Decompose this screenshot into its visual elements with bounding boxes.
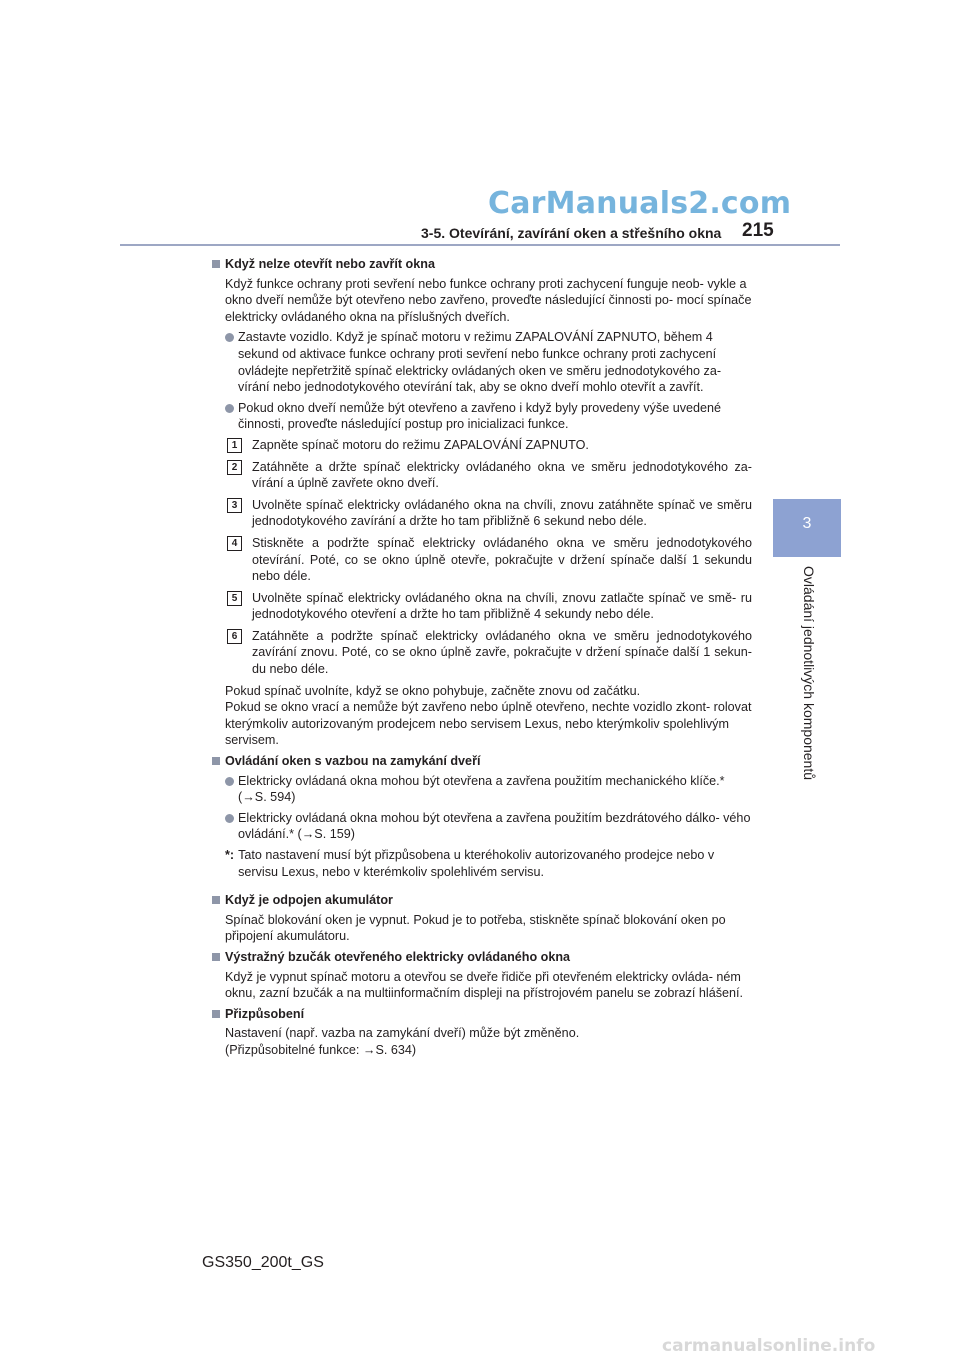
list-item xyxy=(225,773,752,806)
section-windows-cannot-open-close xyxy=(212,256,752,749)
section-heading-text: Výstražný bzučák otevřeného elektricky ovládaného okna xyxy=(225,949,571,964)
step-item xyxy=(227,459,752,492)
step-text: Stiskněte a podržte spínač elektricky ovládaného okna ve směru jednodotykového otevírání. Poté, co se okno úplně otevře, pokračujte v držení spínače další 1 sekundu nebo déle. xyxy=(252,535,752,584)
section-heading-text: Přizpůsobení xyxy=(225,1006,305,1021)
watermark-footer: carmanualsonline.info xyxy=(662,1336,876,1356)
step-item xyxy=(227,437,752,454)
list-item xyxy=(225,400,752,433)
square-bullet-icon xyxy=(212,260,220,268)
section-window-open-buzzer xyxy=(212,949,752,1002)
list-item xyxy=(225,810,752,843)
step-number-box: 5 xyxy=(227,591,242,606)
paragraph: Když funkce ochrany proti sevření nebo funkce ochrany proti zachycení funguje neob- vykle a okno dveří nemůže být otevřeno nebo zavřeno, proveďte následující činnosti po- mocí spínače elektricky ovládaného okna na příslušných dveřích. xyxy=(225,276,752,324)
section-heading-text: Když nelze otevřít nebo zavřít okna xyxy=(225,257,435,271)
step-text: Zapněte spínač motoru do režimu ZAPALOVÁNÍ ZAPNUTO. xyxy=(252,437,589,452)
paragraph: Pokud spínač uvolníte, když se okno pohybuje, začněte znovu od začátku. xyxy=(225,683,641,698)
step-item xyxy=(227,590,752,623)
chapter-tab-number: 3 xyxy=(802,515,812,532)
header-divider xyxy=(120,244,840,246)
list-item-text: Elektricky ovládaná okna mohou být otevřena a zavřena použitím mechanického klíče.* (→S. 594) xyxy=(238,773,725,805)
step-item xyxy=(227,535,752,585)
round-bullet-icon xyxy=(225,333,234,342)
section-heading-text: Když je odpojen akumulátor xyxy=(225,893,393,908)
footnote-text: Tato nastavení musí být přizpůsobena u kteréhokoliv autorizovaného prodejce nebo v servisu Lexus, nebo v kterémkoliv spolehlivém servisu. xyxy=(238,848,715,879)
chapter-side-label: Ovládání jednotlivých komponentů xyxy=(801,566,817,781)
list-item xyxy=(225,329,752,395)
paragraph: (Přizpůsobitelné funkce: →S. 634) xyxy=(225,1042,417,1057)
step-item xyxy=(227,497,752,530)
chapter-header-title: 3-5. Otevírání, zavírání oken a střešního okna xyxy=(421,225,722,241)
paragraph: Když je vypnut spínač motoru a otevřou se dveře řidiče při otevřeném elektricky ovláda- ném oknu, zazní bzučák a na multiinformačním displeji na přístrojovém panelu se zobrazí hlášení. xyxy=(225,969,744,1001)
section-heading xyxy=(212,949,752,966)
watermark-logo: CarManuals2.com xyxy=(488,186,792,221)
section-door-lock-linked-operation xyxy=(212,753,752,880)
section-heading xyxy=(212,256,752,273)
step-number-box: 6 xyxy=(227,629,242,644)
footnote-mark: *: xyxy=(225,848,235,862)
square-bullet-icon xyxy=(212,757,220,765)
list-item-text: Elektricky ovládaná okna mohou být otevřena a zavřena použitím bezdrátového dálko- vého ovládání.* (→S. 159) xyxy=(238,810,751,842)
step-number-box: 3 xyxy=(227,498,242,513)
round-bullet-icon xyxy=(225,404,234,413)
section-heading xyxy=(212,753,752,770)
chapter-tab xyxy=(773,499,841,557)
step-text: Uvolněte spínač elektricky ovládaného okna na chvíli, znovu zatlačte spínač ve smě- ru jednodotykového otevření a držte ho tam přibližně 4 sekundy nebo déle. xyxy=(252,590,752,622)
step-text: Uvolněte spínač elektricky ovládaného okna na chvíli, znovu zatáhněte spínač ve směru jednodotykového zavírání a držte ho tam přibližně 6 sekund nebo déle. xyxy=(252,497,752,529)
square-bullet-icon xyxy=(212,896,220,904)
page-content xyxy=(212,256,752,1063)
section-heading-text: Ovládání oken s vazbou na zamykání dveří xyxy=(225,754,481,769)
step-number-box: 2 xyxy=(227,460,242,475)
round-bullet-icon xyxy=(225,777,234,786)
step-list xyxy=(227,437,752,678)
paragraph: Pokud se okno vrací a nemůže být zavřeno nebo úplně otevřeno, nechte vozidlo zkont- rolovat kterýmkoliv autorizovaným prodejcem nebo servisem Lexus, nebo kterýmkoliv spolehlivým servisem. xyxy=(225,700,752,748)
paragraph: Nastavení (např. vazba na zamykání dveří) může být změněno. xyxy=(225,1026,580,1041)
step-number-box: 4 xyxy=(227,536,242,551)
step-text: Zatáhněte a podržte spínač elektricky ovládaného okna ve směru jednodotykového zavírání znovu. Poté, co se okno úplně zavře, pokračujte v držení spínače další 1 sekun- du nebo déle. xyxy=(252,628,752,677)
footnote xyxy=(225,847,752,880)
round-bullet-icon xyxy=(225,814,234,823)
section-customization xyxy=(212,1006,752,1059)
footer-model-code: GS350_200t_GS xyxy=(202,1254,324,1271)
square-bullet-icon xyxy=(212,1010,220,1018)
section-heading xyxy=(212,892,752,909)
step-text: Zatáhněte a držte spínač elektricky ovládaného okna ve směru jednodotykového za- vírání a úplně zavřete okno dveří. xyxy=(252,459,752,491)
square-bullet-icon xyxy=(212,953,220,961)
section-heading xyxy=(212,1006,752,1023)
page-number: 215 xyxy=(742,220,774,241)
list-item-text: Pokud okno dveří nemůže být otevřeno a zavřeno i když byly provedeny výše uvedené činnosti, proveďte následující postup pro inicializaci funkce. xyxy=(238,400,722,432)
list-item-text: Zastavte vozidlo. Když je spínač motoru v režimu ZAPALOVÁNÍ ZAPNUTO, během 4 sekund od aktivace funkce ochrany proti sevření nebo funkce ochrany proti zachycení ovládejte nepřetržitě spínač elektricky ovládaných oken ve směru jednodotykového za- vírání nebo jednodotykového otevírání tak, aby se okno dveří mohlo otevřít a zavřít. xyxy=(238,330,722,395)
step-number-box: 1 xyxy=(227,438,242,453)
section-battery-disconnected xyxy=(212,892,752,945)
paragraph: Spínač blokování oken je vypnut. Pokud je to potřeba, stiskněte spínač blokování oken po připojení akumulátoru. xyxy=(225,912,726,944)
step-item xyxy=(227,628,752,678)
